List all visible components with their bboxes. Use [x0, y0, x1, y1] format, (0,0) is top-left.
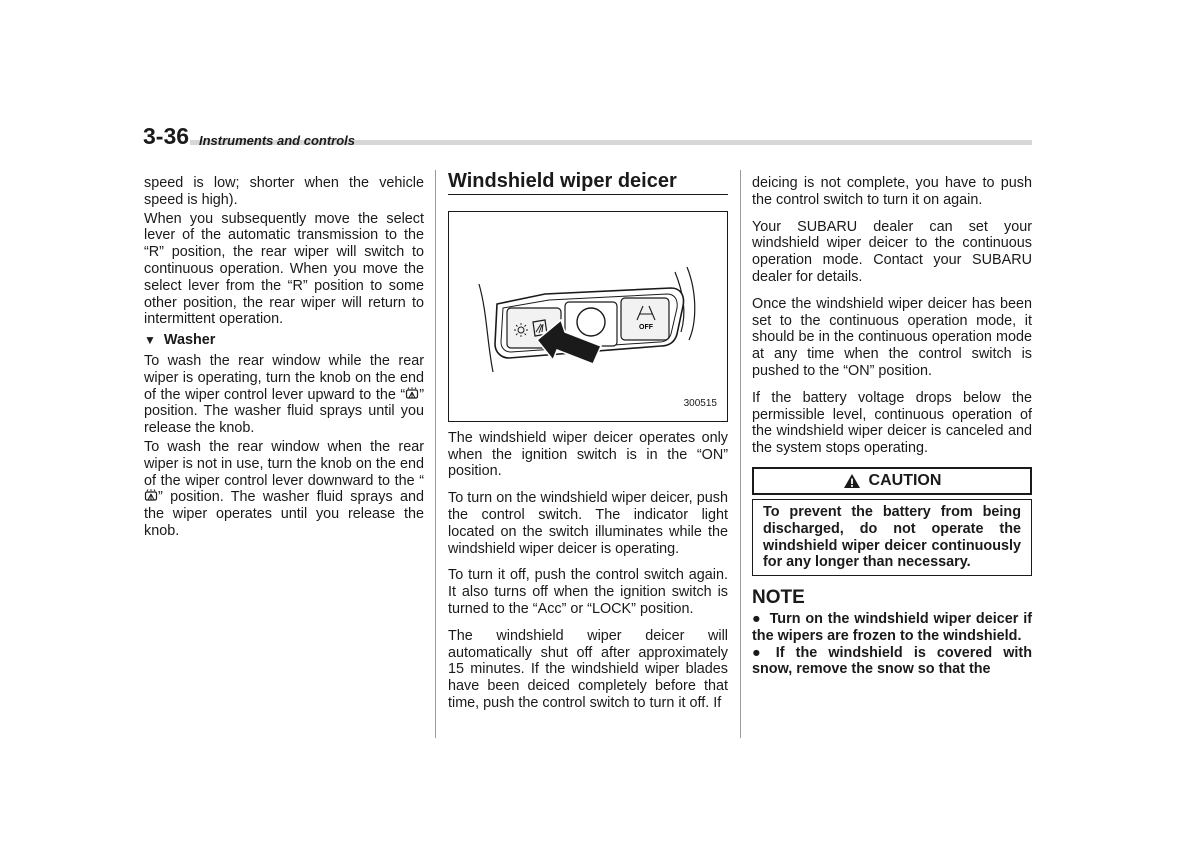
paragraph: Your SUBARU dealer can set your windshield wiper deicer to the continuous operation mode. Contact your SUBARU dealer for details. — [752, 218, 1032, 285]
paragraph-text: ” position. The washer fluid sprays and the wiper operates until you release the knob. — [144, 489, 424, 539]
washer-heading — [144, 332, 424, 349]
column-middle — [448, 170, 728, 722]
paragraph: If the battery voltage drops below the permissible level, continuous operation of the windshield wiper deicer is canceled and the system stops operating. — [752, 389, 1032, 457]
column-right — [752, 175, 1032, 678]
paragraph: speed is low; shorter when the vehicle speed is high). — [144, 175, 424, 208]
note-text: If the windshield is covered with snow, remove the snow so that the — [752, 644, 1032, 678]
paragraph-text: To wash the rear window when the rear wiper is not in use, turn the knob on the end of the wiper control lever downward to the “ — [144, 438, 424, 489]
washer-heading-label: Washer — [163, 332, 216, 349]
caution-text: To prevent the battery from being discharged, do not operate the windshield wiper deicer continuously for any longer than necessary. — [752, 499, 1032, 576]
paragraph: When you subsequently move the select lever of the automatic transmission to the “R” position, the rear wiper will switch to continuous operation. When you move the select lever from the “R” position to some other position, the rear wiper will return to intermittent operation. — [144, 210, 424, 328]
paragraph: The windshield wiper deicer operates only when the ignition switch is in the “ON” position. — [448, 429, 728, 480]
heading-marker: ▼ — [144, 333, 156, 348]
washer-icon — [405, 387, 419, 403]
paragraph-text: To wash the rear window while the rear wiper is operating, turn the knob on the end of the wiper control lever upward to the “ — [144, 352, 424, 403]
note-heading: NOTE — [752, 587, 805, 609]
column-divider — [740, 170, 741, 738]
note-item — [752, 645, 1032, 679]
column-divider — [435, 170, 436, 738]
section-heading: Windshield wiper deicer — [448, 173, 728, 195]
bullet-icon: ● — [752, 644, 768, 661]
caution-header — [752, 467, 1032, 495]
switch-panel-illustration — [449, 212, 727, 421]
figure-number: 300515 — [683, 398, 717, 409]
paragraph — [144, 353, 424, 437]
page-number: 3-36 — [143, 123, 190, 149]
paragraph: Once the windshield wiper deicer has been set to the continuous operation mode, it should be in the continuous operation mode at any time when the control switch is pushed to the “ON” position. — [752, 295, 1032, 379]
note-text: Turn on the windshield wiper deicer if the wipers are frozen to the windshield. — [752, 610, 1032, 644]
note-item — [752, 611, 1032, 645]
section-title: Instruments and controls — [199, 133, 356, 148]
deicer-switch-figure — [448, 211, 728, 422]
bullet-icon: ● — [752, 610, 762, 627]
paragraph — [144, 439, 424, 540]
paragraph: The windshield wiper deicer will automatically shut off after approximately 15 minutes. If the windshield wiper blades have been deiced completely before that time, push the control switch to turn it off. If — [448, 627, 728, 711]
paragraph: To turn it off, push the control switch again. It also turns off when the ignition switch is turned to the “Acc” or “LOCK” position. — [448, 567, 728, 617]
washer-icon — [144, 489, 158, 505]
off-label: OFF — [639, 323, 653, 331]
paragraph: To turn on the windshield wiper deicer, push the control switch. The indicator light located on the switch illuminates while the windshield wiper deicer is operating. — [448, 490, 728, 557]
paragraph: deicing is not complete, you have to push the control switch to turn it on again. — [752, 175, 1032, 208]
paragraph-text: ” position. The washer fluid sprays until you release the knob. — [144, 386, 424, 437]
warning-triangle-icon — [843, 473, 861, 489]
caution-title: CAUTION — [868, 471, 942, 489]
column-left — [144, 175, 424, 542]
